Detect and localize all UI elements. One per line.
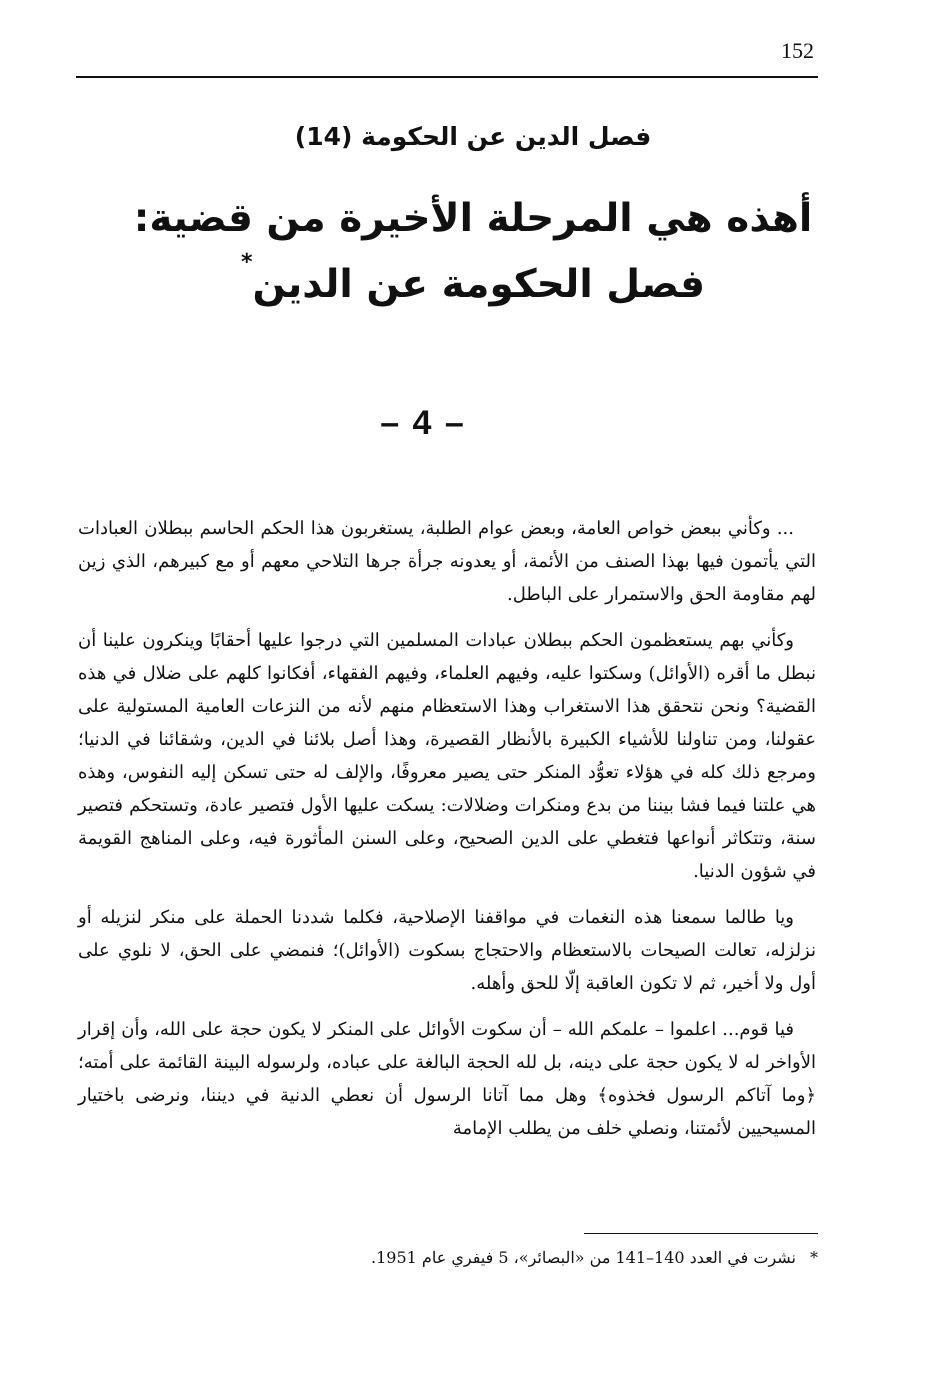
section-number: – 4 –: [380, 404, 466, 442]
article-title-line-2-text: فصل الحكومة عن الدين: [252, 262, 706, 307]
paragraph: وكأني بهم يستعظمون الحكم ببطلان عبادات المسلمين التي درجوا عليها أحقابًا وينكرون علينا أن نبطل ما أقره (الأوائل) وسكتوا عليه، وفيهم العلماء، وفيهم الفقهاء، أفكانوا كلهم على ضلال في هذه القضية؟ ونحن نتحقق هذا الاستغراب وهذا الاستعظام منهم لأنه من النزعات العامية المستولية على عقولنا، ومن تناولنا للأشياء الكبيرة بالأنظار القصيرة، وهذا أصل بلائنا في الدين، وشقائنا في الدنيا؛ ومرجع ذلك كله في هؤلاء تعوُّد المنكر حتى يصير معروفًا، والإلف له حتى تسكن إليه النفوس، وهذه هي علتنا فيما فشا بيننا من بدع ومنكرات وضلالات: يسكت عليها الأول فتصير عادة، وتستحكم فتصير سنة، وتتكاثر أنواعها فتغطي على الدين الصحيح، وعلى السنن المأثورة فيه، وعلى المناهج القويمة في شؤون الدنيا.: [78, 630, 817, 882]
footnote-mark: *: [810, 1248, 818, 1267]
paragraph: ويا طالما سمعنا هذه النغمات في مواقفنا الإصلاحية، فكلما شددنا الحملة على منكر لنزيله أو نزلزله، تعالت الصيحات بالاستعظام والاحتجاج بسكوت (الأوائل)؛ فنمضي على الحق، لا نلوي على أول ولا أخير، ثم لا تكون العاقبة إلّا للحق وأهله.: [78, 907, 816, 994]
page-number: 152: [781, 38, 814, 63]
paragraph: فيا قوم... اعلموا – علمكم الله – أن سكوت الأوائل على المنكر لا يكون حجة على الله، وأن إقرار الأواخر له لا يكون حجة على دينه، بل لله الحجة البالغة على عباده، ولرسوله البينة القائمة على أمته؛ ﴿وما آتاكم الرسول فخذوه﴾ وهل مما آتانا الرسول أن نعطي الدنية في ديننا، ونرضى باختيار المسيحيين لأئمتنا، ونصلي خلف من يطلب الإمامة: [78, 1019, 816, 1139]
article-title-line-2: [120, 252, 826, 318]
footnote-text: نشرت في العدد 140–141 من «البصائر»، 5 فيفري عام 1951.: [371, 1248, 796, 1267]
article-title: [120, 186, 826, 318]
footnote-rule: [584, 1233, 818, 1234]
header-rule: [76, 76, 818, 78]
title-footnote-mark: *: [240, 250, 253, 275]
footnote: [120, 1243, 818, 1273]
article-body: [78, 512, 816, 1145]
series-title: فصل الدين عن الحكومة (14): [294, 122, 652, 151]
paragraph: ... وكأني ببعض خواص العامة، وبعض عوام الطلبة، يستغربون هذا الحكم الحاسم ببطلان العبادات التي يأتمون فيها بهذا الصنف من الأئمة، أو يعدونه جرأة جرها التلاحي معهم أو مع كبيرهم، الذي زين لهم مقاومة الحق والاستمرار على الباطل.: [78, 518, 816, 605]
article-title-line-1: أهذه هي المرحلة الأخيرة من قضية:: [133, 196, 813, 241]
